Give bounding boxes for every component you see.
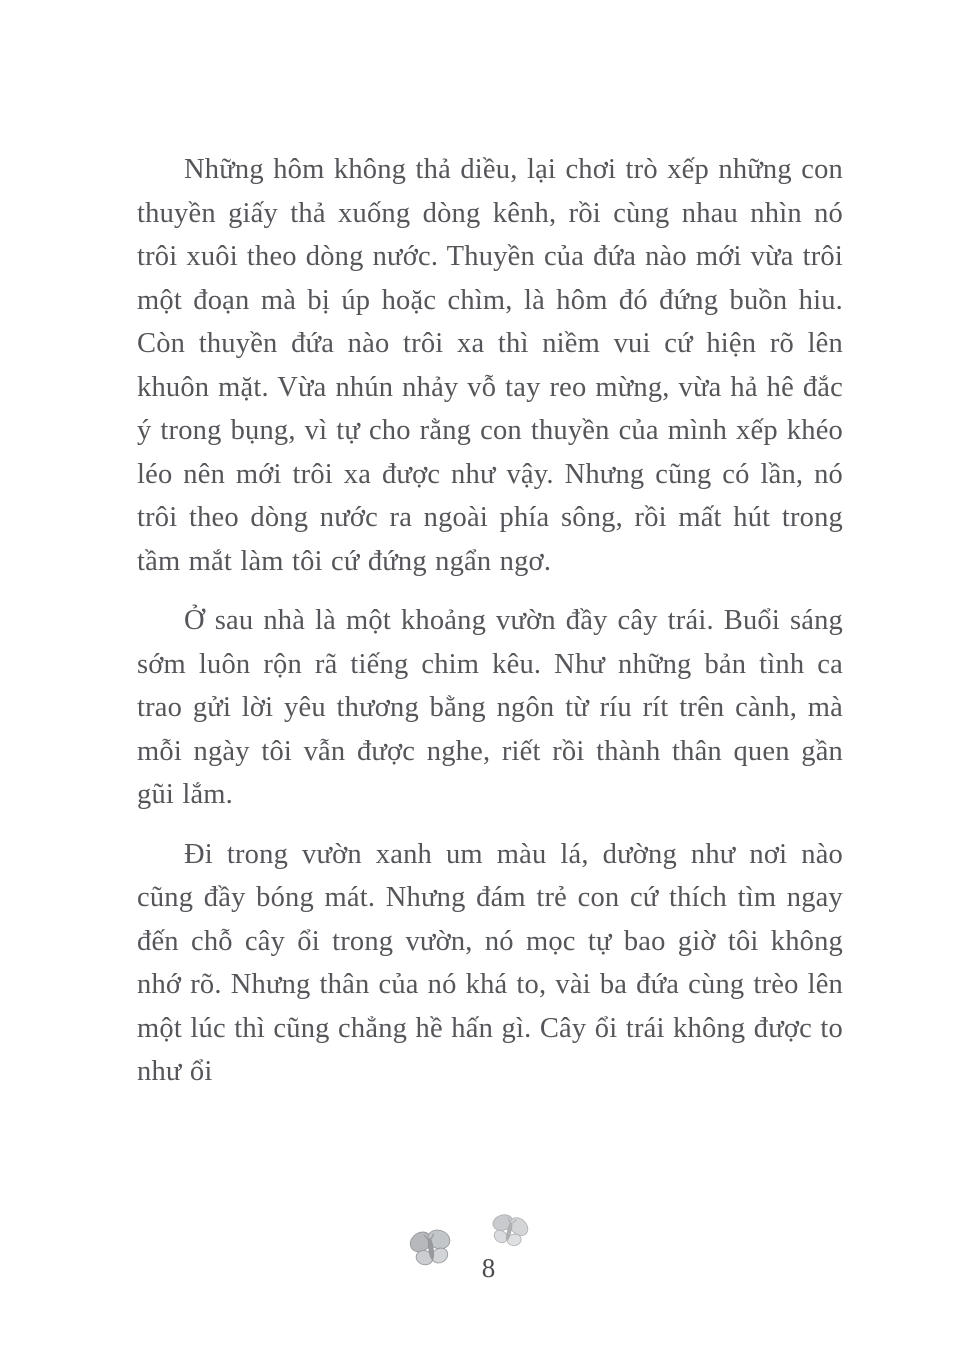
page-number: 8 bbox=[481, 1253, 496, 1283]
paragraph: Ở sau nhà là một khoảng vườn đầy cây trái. Buổi sáng sớm luôn rộn rã tiếng chim kêu. Như những bản tình ca trao gửi lời yêu thương bằng ngôn từ ríu rít trên cành, mà mỗi ngày tôi vẫn được nghe, riết rồi thành thân quen gần gũi lắm. bbox=[137, 605, 843, 810]
butterfly-icon bbox=[484, 1208, 534, 1255]
body-text bbox=[137, 148, 843, 1110]
page-footer bbox=[0, 1205, 977, 1305]
paragraph: Đi trong vườn xanh um màu lá, dường như nơi nào cũng đầy bóng mát. Nhưng đám trẻ con cứ thích tìm ngay đến chỗ cây ổi trong vườn, nó mọc tự bao giờ tôi không nhớ rõ. Nhưng thân của nó khá to, vài ba đứa cùng trèo lên một lúc thì cũng chẳng hề hấn gì. Cây ổi trái không được to như ổi bbox=[137, 838, 843, 1087]
paragraph: Những hôm không thả diều, lại chơi trò xếp những con thuyền giấy thả xuống dòng kênh, rồi cùng nhau nhìn nó trôi xuôi theo dòng nước. Thuyền của đứa nào mới vừa trôi một đoạn mà bị úp hoặc chìm, là hôm đó đứng buồn hiu. Còn thuyền đứa nào trôi xa thì niềm vui cứ hiện rõ lên khuôn mặt. Vừa nhún nhảy vỗ tay reo mừng, vừa hả hê đắc ý trong bụng, vì tự cho rằng con thuyền của mình xếp khéo léo nên mới trôi xa được như vậy. Nhưng cũng có lần, nó trôi theo dòng nước ra ngoài phía sông, rồi mất hút trong tầm mắt làm tôi cứ đứng ngẩn ngơ. bbox=[137, 154, 843, 577]
